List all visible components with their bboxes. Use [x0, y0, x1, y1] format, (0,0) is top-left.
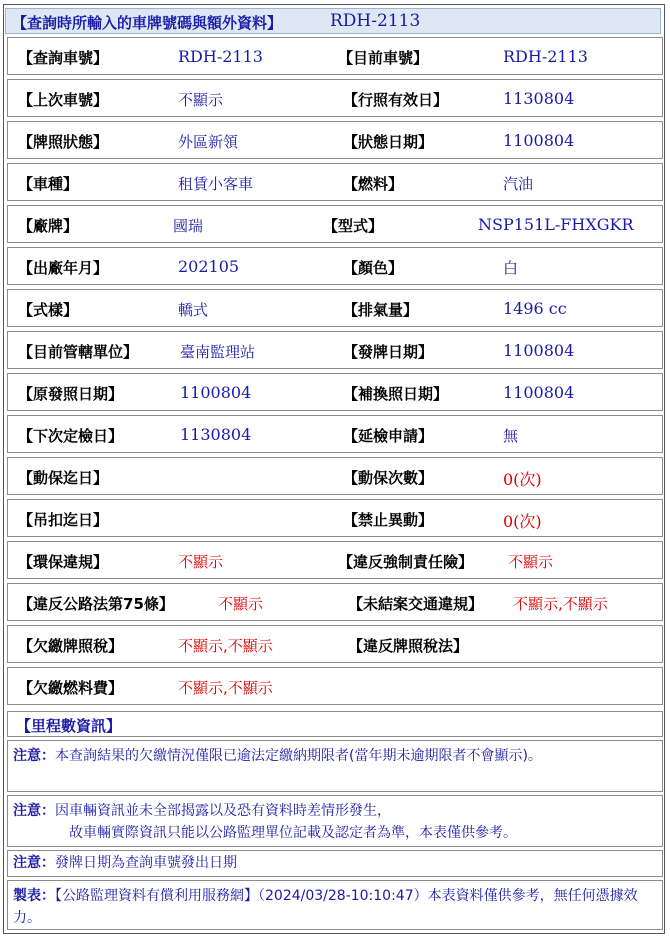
field-value: NSP151L-FHXGKR — [478, 215, 634, 234]
note-1-head: 注意： — [13, 748, 55, 764]
field-value: 不顯示 — [178, 91, 224, 109]
field-value: 不顯示,不顯示 — [178, 637, 273, 655]
field-value: 白 — [503, 259, 519, 277]
note-1 — [7, 740, 663, 792]
field-value: 1100804 — [180, 383, 252, 402]
field-label: 【吊扣迄日】 — [18, 511, 109, 529]
field-value: 1130804 — [180, 425, 252, 444]
note-1-text: 本查詢結果的欠繳情況僅限已逾法定繳納期限者(當年期未逾期限者不會顯示)。 — [55, 748, 542, 764]
field-label: 【牌照狀態】 — [18, 133, 109, 151]
note-2-head: 注意： — [13, 803, 55, 819]
field-value: 1100804 — [503, 341, 575, 360]
note-2 — [7, 795, 663, 847]
note-3 — [7, 850, 663, 877]
field-label: 【發牌日期】 — [343, 343, 434, 361]
info-row — [7, 121, 663, 159]
field-label: 【車種】 — [18, 175, 79, 193]
field-label: 【燃料】 — [343, 175, 404, 193]
info-row — [7, 79, 663, 117]
info-row — [7, 541, 663, 579]
info-row — [7, 583, 663, 621]
info-row — [7, 625, 663, 663]
note-4-text: 【公路監理資料有償利用服務網】（2024/03/28-10:10:47）本表資料僅供參考，無任何憑據效力。 — [13, 888, 638, 926]
info-row — [7, 667, 663, 705]
field-value: 0(次) — [503, 470, 542, 489]
field-label: 【違反強制責任險】 — [338, 553, 474, 571]
field-label: 【欠繳燃料費】 — [18, 679, 124, 697]
field-label: 【式樣】 — [18, 301, 79, 319]
field-label: 【顏色】 — [343, 259, 404, 277]
info-row — [7, 163, 663, 201]
info-row — [7, 247, 663, 285]
field-value: RDH-2113 — [178, 47, 263, 66]
field-label: 【目前車號】 — [338, 49, 429, 67]
info-row — [7, 37, 663, 75]
info-row — [7, 205, 663, 243]
field-label: 【廠牌】 — [18, 217, 79, 235]
field-label: 【原發照日期】 — [18, 385, 124, 403]
mileage-section — [7, 711, 663, 737]
field-value: 1100804 — [503, 131, 575, 150]
field-value: 不顯示 — [508, 553, 554, 571]
query-plate: RDH-2113 — [330, 11, 421, 31]
info-row — [7, 289, 663, 327]
field-value: 1130804 — [503, 89, 575, 108]
field-label: 【補換照日期】 — [343, 385, 449, 403]
field-label: 【欠繳牌照稅】 — [18, 637, 124, 655]
field-value: 0(次) — [503, 512, 542, 531]
field-label: 【行照有效日】 — [343, 91, 449, 109]
note-3-text: 發牌日期為查詢車號發出日期 — [55, 855, 237, 871]
field-label: 【型式】 — [323, 217, 384, 235]
field-label: 【下次定檢日】 — [18, 427, 124, 445]
info-row — [7, 373, 663, 411]
field-label: 【延檢申請】 — [343, 427, 434, 445]
field-value: 轎式 — [178, 301, 209, 319]
field-value: 無 — [503, 427, 519, 445]
field-value: 不顯示,不顯示 — [178, 679, 273, 697]
note-4 — [7, 880, 663, 930]
note-2-line2: 故車輛實際資訊只能以公路監理單位記載及認定者為準，本表僅供參考。 — [69, 825, 517, 841]
field-value: 不顯示,不顯示 — [513, 595, 608, 613]
field-label: 【目前管轄單位】 — [18, 343, 139, 361]
note-4-head: 製表： — [13, 888, 55, 904]
field-value: 不顯示 — [218, 595, 264, 613]
note-3-head: 注意： — [13, 855, 55, 871]
mileage-heading: 【里程數資訊】 — [16, 717, 122, 735]
field-label: 【出廠年月】 — [18, 259, 109, 277]
info-row — [7, 499, 663, 537]
field-label: 【動保迄日】 — [18, 469, 109, 487]
field-label: 【未結案交通違規】 — [348, 595, 484, 613]
info-row — [7, 457, 663, 495]
field-label: 【禁止異動】 — [343, 511, 434, 529]
field-value: 外區新領 — [178, 133, 239, 151]
info-row — [7, 415, 663, 453]
field-label: 【查詢車號】 — [18, 49, 109, 67]
query-title: 【查詢時所輸入的車牌號碼與額外資料】 — [12, 14, 283, 32]
query-title-bar — [5, 8, 661, 34]
field-value: 租賃小客車 — [178, 175, 254, 193]
field-label: 【排氣量】 — [343, 301, 419, 319]
field-label: 【狀態日期】 — [343, 133, 434, 151]
field-value: 不顯示 — [178, 553, 224, 571]
field-value: 臺南監理站 — [180, 343, 256, 361]
field-label: 【違反公路法第75條】 — [18, 595, 174, 613]
field-value: 國瑞 — [173, 217, 204, 235]
field-value: 1496 cc — [503, 299, 567, 318]
field-value: 汽油 — [503, 175, 534, 193]
field-label: 【上次車號】 — [18, 91, 109, 109]
field-value: 202105 — [178, 257, 240, 276]
note-2-line1: 因車輛資訊並未全部揭露以及恐有資料時差情形發生， — [55, 803, 391, 819]
field-label: 【動保次數】 — [343, 469, 434, 487]
field-value: RDH-2113 — [503, 47, 588, 66]
info-row — [7, 331, 663, 369]
field-value: 1100804 — [503, 383, 575, 402]
field-label: 【違反牌照稅法】 — [348, 637, 469, 655]
field-label: 【環保違規】 — [18, 553, 109, 571]
